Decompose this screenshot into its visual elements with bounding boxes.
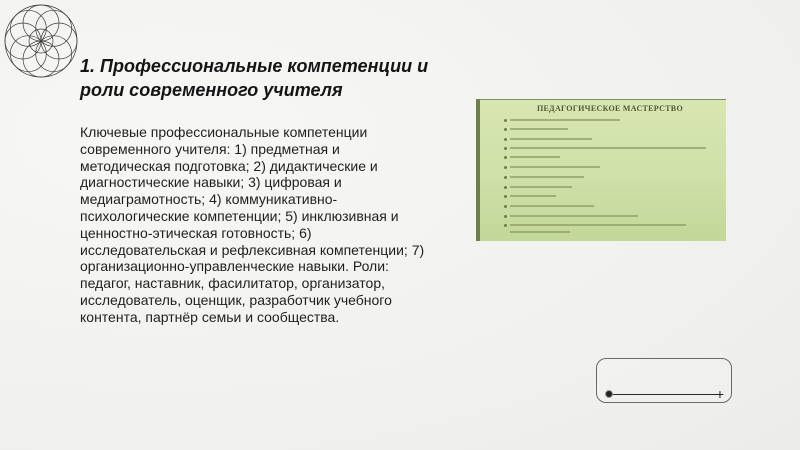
progress-knob[interactable] [605,390,613,398]
plus-icon[interactable]: + [715,386,725,402]
pedagogical-mastery-image [476,99,726,241]
audio-player[interactable] [596,358,732,403]
slide-title: 1. Профессиональные компетенции и роли современного учителя [80,56,429,100]
image-heading: ПЕДАГОГИЧЕСКОЕ МАСТЕРСТВО [537,104,683,113]
decorative-rosette-logo [3,3,79,79]
slide-body-text: Ключевые профессиональные компетенции современного учителя: 1) предметная и методическая подготовка; 2) дидактические и диагностические навыки; 3) цифровая и медиаграмотность; 4) коммуникативно-психологические компетенции; 5) инклюзивная и ценностно-этическая готовность; 6) исследовательская и рефлексивная компетенции; 7) организационно-управленческие навыки. Роли: педагог, наставник, фасилитатор, организатор, исследователь, оценщик, разработчик учебного контента, партнёр семьи и сообщества. [80,124,425,325]
progress-track[interactable] [609,394,719,395]
